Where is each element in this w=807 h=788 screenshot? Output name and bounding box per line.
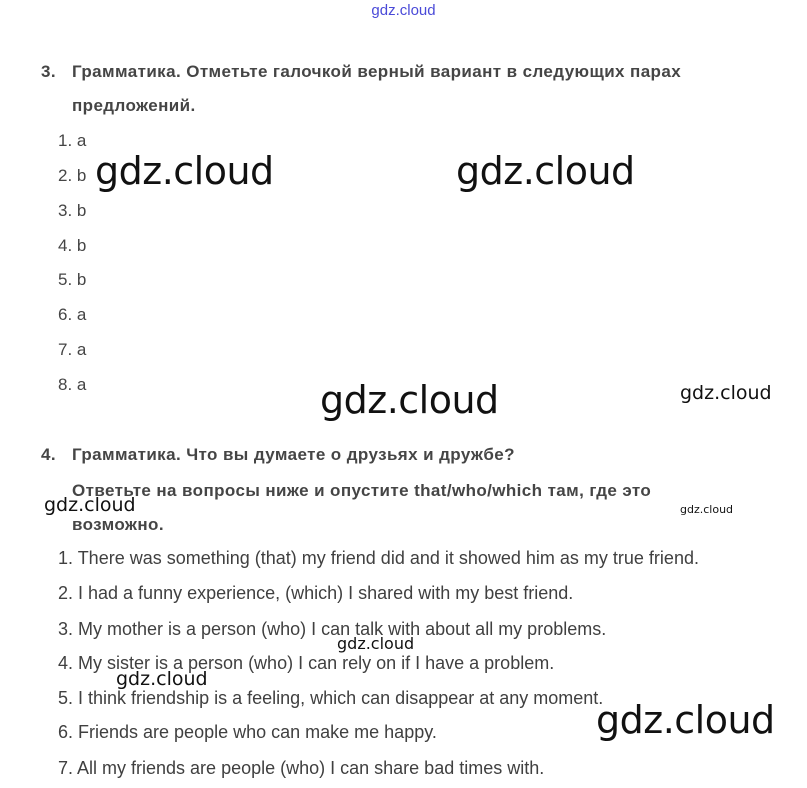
- task4-sentence-4: 4. My sister is a person (who) I can rely on if I have a problem.: [58, 653, 555, 673]
- task4-sentence-2: 2. I had a funny experience, (which) I shared with my best friend.: [58, 583, 574, 603]
- task4-number: 4.: [41, 445, 56, 464]
- watermark-5: gdz.cloud: [44, 494, 136, 516]
- watermark-6: gdz.cloud: [680, 503, 734, 516]
- watermark-4: gdz.cloud: [680, 382, 772, 404]
- task4-sentence-5: 5. I think friendship is a feeling, which can disappear at any moment.: [58, 688, 604, 708]
- task4-instruction-line2: возможно.: [72, 515, 164, 534]
- task3-answer-8: 8. a: [58, 375, 87, 394]
- task4-sentence-6: 6. Friends are people who can make me happy.: [58, 722, 437, 742]
- task3-answer-5: 5. b: [58, 270, 87, 289]
- task3-answer-1: 1. a: [58, 131, 87, 150]
- header-watermark: gdz.cloud: [371, 2, 436, 19]
- task3-answer-4: 4. b: [58, 236, 87, 255]
- task3-title-line2: предложений.: [72, 96, 196, 115]
- watermark-8: gdz.cloud: [116, 668, 208, 690]
- task4-sentence-7: 7. All my friends are people (who) I can share bad times with.: [58, 758, 545, 778]
- task4-sentence-3: 3. My mother is a person (who) I can talk with about all my problems.: [58, 619, 607, 639]
- task3-answer-2: 2. b: [58, 166, 87, 185]
- watermark-7: gdz.cloud: [337, 634, 415, 653]
- task4-instruction-line1: Ответьте на вопросы ниже и опустите that/who/which там, где это: [72, 481, 652, 500]
- task3-title-line1: Грамматика. Отметьте галочкой верный вариант в следующих парах: [72, 62, 682, 81]
- task3-answer-3: 3. b: [58, 201, 87, 220]
- task4-sentence-1: 1. There was something (that) my friend did and it showed him as my true friend.: [58, 548, 699, 568]
- watermark-9: gdz.cloud: [596, 698, 775, 742]
- task3-number: 3.: [41, 62, 56, 81]
- watermark-1: gdz.cloud: [95, 149, 274, 193]
- watermark-2: gdz.cloud: [456, 149, 635, 193]
- task3-answer-6: 6. a: [58, 305, 87, 324]
- task3-answer-7: 7. a: [58, 340, 87, 359]
- task4-title: Грамматика. Что вы думаете о друзьях и дружбе?: [72, 445, 515, 464]
- watermark-3: gdz.cloud: [320, 378, 499, 422]
